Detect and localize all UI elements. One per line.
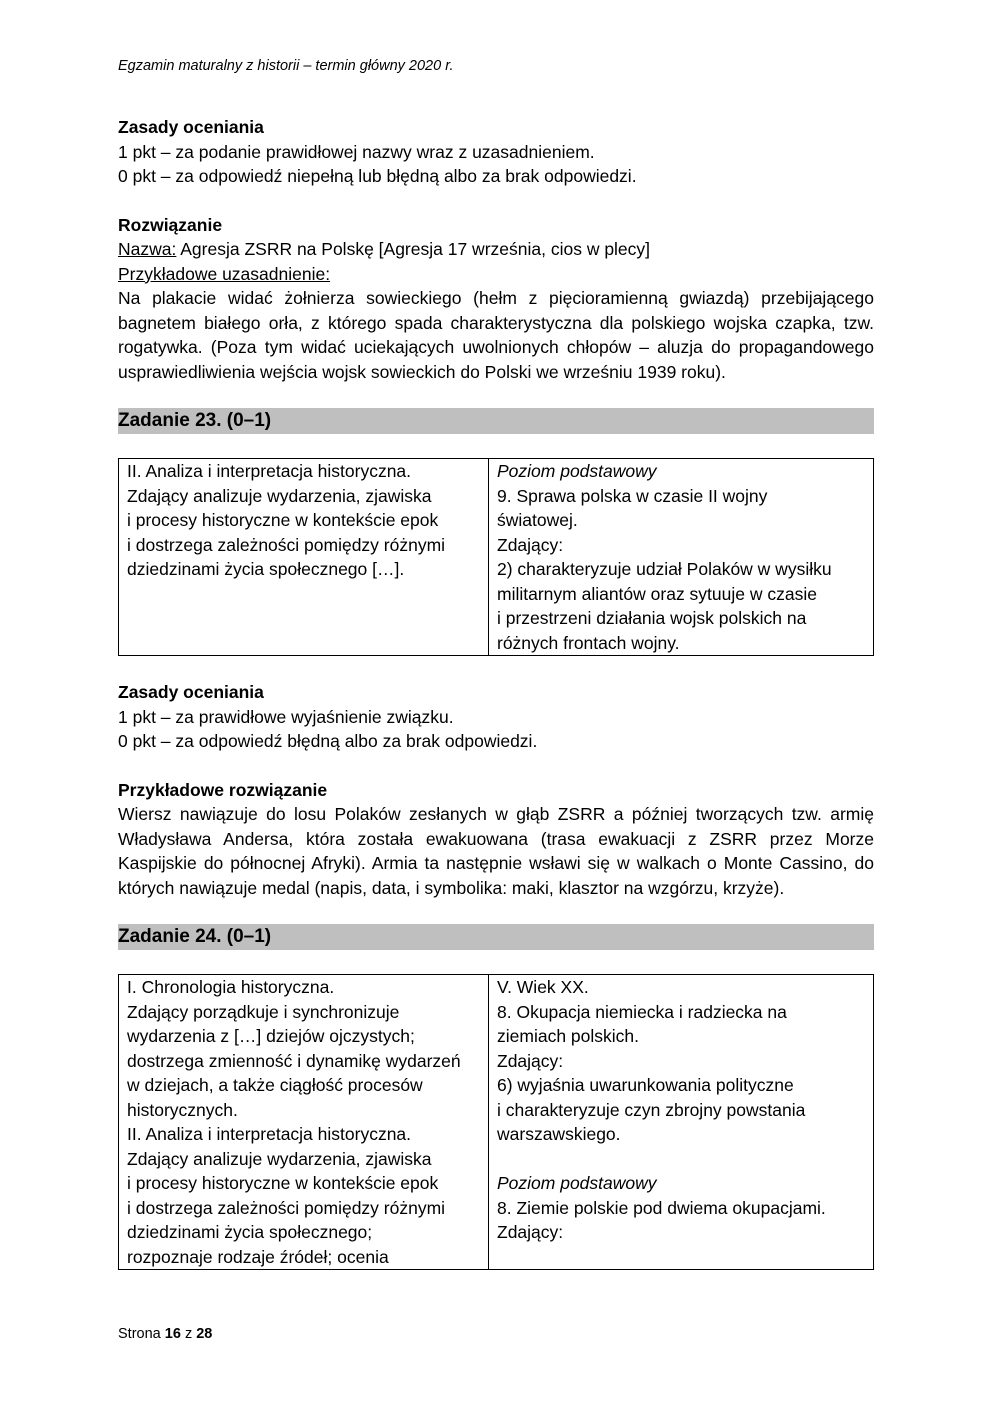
footer-prefix: Strona — [118, 1326, 161, 1342]
rule-line: 1 pkt – za podanie prawidłowej nazwy wraz z uzasadnieniem. — [118, 141, 595, 162]
req-line: dziedzinami życia społecznego […]. — [127, 559, 405, 579]
req-line: 8. Ziemie polskie pod dwiema okupacjami. — [497, 1197, 826, 1218]
req-line: i przestrzeni działania wojsk polskich na — [497, 608, 807, 628]
req-line: historycznych. — [127, 1099, 238, 1120]
page-number: 16 — [164, 1326, 181, 1342]
general-requirements-cell — [119, 459, 489, 656]
req-line: dziedzinami życia społecznego; — [127, 1222, 373, 1242]
rule-line: 0 pkt – za odpowiedź niepełną lub błędną albo za brak odpowiedzi. — [118, 166, 637, 186]
req-line: rozpoznaje rodzaje źródeł; ocenia — [127, 1246, 389, 1267]
name-line — [118, 237, 874, 262]
scoring-rules-section — [118, 680, 874, 754]
task-23-requirements-table — [118, 458, 874, 656]
req-line: Zdający analizuje wydarzenia, zjawiska — [127, 1148, 432, 1169]
justification-label: Przykładowe uzasadnienie: — [118, 263, 331, 284]
req-line: wydarzenia z […] dziejów ojczystych; — [127, 1026, 415, 1046]
task-24-requirements-table — [118, 974, 874, 1270]
level-label: Poziom podstawowy — [497, 1173, 657, 1193]
req-line: i procesy historyczne w kontekście epok — [127, 510, 439, 530]
section-heading: Rozwiązanie — [118, 214, 223, 235]
name-text: Agresja ZSRR na Polskę [Agresja 17 września, cios w plecy] — [176, 239, 651, 259]
req-line: i dostrzega zależności pomiędzy różnymi — [127, 534, 446, 555]
req-line: 9. Sprawa polska w czasie II wojny — [497, 485, 768, 506]
req-line: militarnym aliantów oraz sytuuje w czasie — [497, 583, 817, 604]
req-line: 8. Okupacja niemiecka i radziecka na — [497, 1001, 787, 1022]
req-line: warszawskiego. — [497, 1124, 621, 1144]
section-heading: Zasady oceniania — [118, 117, 264, 137]
page-content — [118, 115, 874, 1294]
section-heading: Zasady oceniania — [118, 682, 264, 702]
task-24-title: Zadanie 24. (0–1) — [118, 924, 874, 950]
req-line: Zdający porządkuje i synchronizuje — [127, 1001, 400, 1022]
rule-line: 0 pkt – za odpowiedź błędną albo za brak odpowiedzi. — [118, 731, 538, 751]
req-line: różnych frontach wojny. — [497, 632, 680, 653]
req-line: Zdający analizuje wydarzenia, zjawiska — [127, 485, 432, 506]
req-line: 2) charakteryzuje udział Polaków w wysiłku — [497, 559, 832, 579]
page-header: Egzamin maturalny z historii – termin główny 2020 r. — [118, 58, 454, 74]
page-total: 28 — [196, 1326, 213, 1342]
req-line: I. Chronologia historyczna. — [127, 977, 335, 997]
req-line: światowej. — [497, 510, 578, 530]
task-23-title: Zadanie 23. (0–1) — [118, 408, 874, 434]
name-label: Nazwa: — [118, 239, 177, 259]
req-line: i charakteryzuje czyn zbrojny powstania — [497, 1099, 806, 1120]
solution-paragraph: Wiersz nawiązuje do losu Polaków zesłanych w głąb ZSRR a później tworzących tzw. armię Władysława Andersa, która została ewakuowana (trasa ewakuacji z ZSRR przez Morze Kaspijskie do północnej Afryki). Armia ta następnie wsławi się w walkach o Monte Cassino, do których nawiązuje medal (napis, data, i symbolika: maki, klasztor na wzgórzu, krzyże). — [118, 804, 874, 898]
justification-paragraph: Na plakacie widać żołnierza sowieckiego (hełm z pięcioramienną gwiazdą) przebijającego bagnetem białego orła, z którego spada charakterystyczna dla polskiego wojska czapka, tzw. rogatywka. (Poza tym widać uciekających uwolnionych chłopów – aluzja do propagandowego usprawiedliwienia wejścia wojsk sowieckich do Polski we wrześniu 1939 roku). — [118, 288, 874, 382]
rule-line: 1 pkt – za prawidłowe wyjaśnienie związku. — [118, 706, 454, 727]
req-line: Zdający: — [497, 1222, 564, 1242]
req-line: ziemiach polskich. — [497, 1026, 639, 1046]
req-line: II. Analiza i interpretacja historyczna. — [127, 461, 412, 481]
req-line: Zdający: — [497, 534, 564, 555]
req-line: i dostrzega zależności pomiędzy różnymi — [127, 1197, 446, 1218]
scoring-rules-section — [118, 115, 874, 189]
detailed-requirements-cell — [489, 459, 874, 656]
solution-section — [118, 213, 874, 385]
detailed-requirements-cell — [489, 975, 874, 1270]
spacer — [497, 1147, 865, 1172]
req-line: i procesy historyczne w kontekście epok — [127, 1173, 439, 1193]
page-footer — [118, 1326, 212, 1342]
req-line: dostrzega zmienność i dynamikę wydarzeń — [127, 1050, 461, 1071]
req-line: V. Wiek XX. — [497, 977, 589, 997]
level-label: Poziom podstawowy — [497, 461, 657, 481]
footer-sep: z — [184, 1326, 193, 1342]
req-line: w dziejach, a także ciągłość procesów — [127, 1075, 423, 1095]
example-solution-section — [118, 778, 874, 901]
general-requirements-cell — [119, 975, 489, 1270]
req-line: II. Analiza i interpretacja historyczna. — [127, 1124, 412, 1144]
req-line: Zdający: — [497, 1050, 564, 1071]
req-line: 6) wyjaśnia uwarunkowania polityczne — [497, 1075, 794, 1095]
section-heading: Przykładowe rozwiązanie — [118, 779, 328, 800]
